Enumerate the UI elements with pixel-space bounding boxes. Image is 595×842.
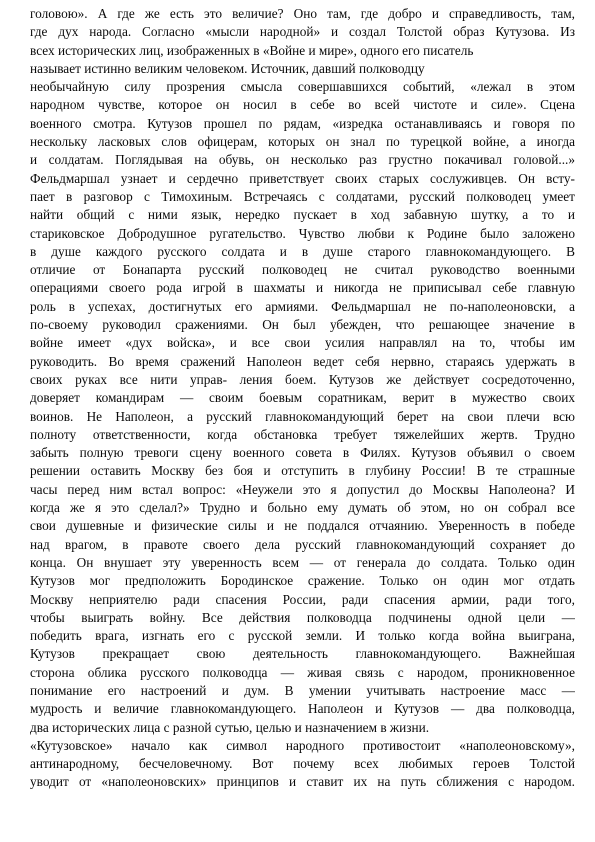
text-line: где дух народа. Согласно «мысли народной» и создал Толстой образ Кутузова. Из	[30, 24, 575, 40]
text-line: чтобы выиграть войну. Все действия полководца подчинены одной цели —	[30, 609, 575, 625]
text-line: роль в успехах, достигнутых его армиями. Фельдмаршал не по-наполеоновски, а	[30, 298, 575, 314]
text-line: решении оставить Москву без боя и отступить в глубину России! В те страшные	[30, 463, 575, 479]
text-line: нескольку ласковых слов офицерам, которых он знал по турецкой войне, а иногда	[30, 134, 575, 150]
text-line: победить врага, изгнать его с русской земли. И только когда война выиграна,	[30, 628, 575, 644]
text-line: по-своему руководил сражениями. Он был убежден, что решающее значение в	[30, 317, 575, 333]
body-text	[30, 5, 575, 792]
text-line: часы перед ним встал вопрос: «Неужели это я допустил до Москвы Наполеона? И	[30, 481, 575, 497]
text-line: и солдатам. Поглядывая на обувь, он несколько раз грустно покачивал головой...»	[30, 152, 575, 168]
text-line: мудрость и величие главнокомандующего. Наполеон и Кутузов — два полководца,	[30, 701, 575, 717]
text-line: антинародному, бесчеловечному. Вот почему всех любимых героев Толстой	[30, 756, 575, 772]
text-line: воинов. Не Наполеон, а русский главнокомандующий берет на свои плечи всю	[30, 408, 575, 424]
text-line: народном чувстве, которое он носил в себе во всей чистоте и силе». Сцена	[30, 97, 575, 113]
text-line: в душе каждого русского солдата и в душе старого главнокомандующего. В	[30, 243, 575, 259]
text-line: конца. Он внушает эту уверенность всем — от генерала до солдата. Только один	[30, 554, 575, 570]
text-line: своих руках все нити управ- ления боем. Кутузов же действует сосредоточенно,	[30, 371, 575, 387]
text-line: доверяет командирам — своим боевым соратникам, верит в мужество своих	[30, 390, 575, 406]
text-line: Кутузов мог предположить Бородинское сражение. Только он один мог отдать	[30, 573, 575, 589]
text-line: уводит от «наполеоновских» принципов и ставит их на путь сближения с народом.	[30, 774, 575, 790]
text-line: забыть полную тревоги сцену военного совета в Филях. Кутузов объявил о своем	[30, 445, 575, 461]
text-line: необычайную силу прозрения смысла совершавшихся событий, «лежал в этом	[30, 79, 575, 95]
text-line: военного смотра. Кутузов прошел по рядам, «изредка останавливаясь и говоря по	[30, 115, 575, 131]
text-line: операциями своего рода игрой в шахматы и никогда не приписывал себе главную	[30, 280, 575, 296]
text-line: полноту ответственности, когда обстановка требует тяжелейших жертв. Трудно	[30, 426, 575, 442]
text-line: Москву неприятелю ради спасения России, ради спасения армии, ради того,	[30, 591, 575, 607]
text-line: Кутузов прекращает свою деятельность главнокомандующего. Важнейшая	[30, 646, 575, 662]
text-line: понимание его настроений и дум. В умении учитывать настроение масс —	[30, 682, 575, 698]
text-line: найти общий с ними язык, нередко пускает в ход забавную шутку, а то и	[30, 207, 575, 223]
text-line: войне имеет «дух войска», и все свои усилия направлял на то, чтобы им	[30, 335, 575, 351]
text-line: головою». А где же есть это величие? Оно там, где добро и справедливость, там,	[30, 6, 575, 21]
text-line: всех исторических лиц, изображенных в «Войне и мире», одного его писатель	[30, 42, 474, 58]
text-line: свои душевные и физические силы и не поддался отчаянию. Уверенность в победе	[30, 518, 575, 534]
text-line: когда же я это сделал?» Трудно и больно ему думать об этом, но он собрал все	[30, 500, 575, 516]
text-line: над врагом, в правоте своего дела русский главнокомандующий сохраняет до	[30, 536, 575, 552]
text-line: Фельдмаршал узнает и сердечно приветствует своих старых сослуживцев. Он всту-	[30, 170, 575, 186]
text-line: руководить. Во время сражений Наполеон ведет себя нервно, стараясь удержать в	[30, 353, 575, 369]
text-line: два исторических лица с разной сутью, целью и назначением в жизни.	[30, 719, 430, 735]
text-line: стариковское Добродушное ругательство. Чувство любви к Родине было заложено	[30, 225, 575, 241]
text-line: пает в разговор с Тимохиным. Встречаясь с солдатами, русский полководец умеет	[30, 188, 575, 204]
text-line: отличие от Бонапарта русский полководец не считал руководство военными	[30, 262, 575, 278]
text-line: «Кутузовское» начало как символ народного противостоит «наполеоновскому»,	[30, 737, 575, 753]
text-line: называет истинно великим человеком. Источник, давший полководцу	[30, 60, 425, 76]
text-line: сторона облика русского полководца — живая связь с народом, проникновенное	[30, 664, 575, 680]
